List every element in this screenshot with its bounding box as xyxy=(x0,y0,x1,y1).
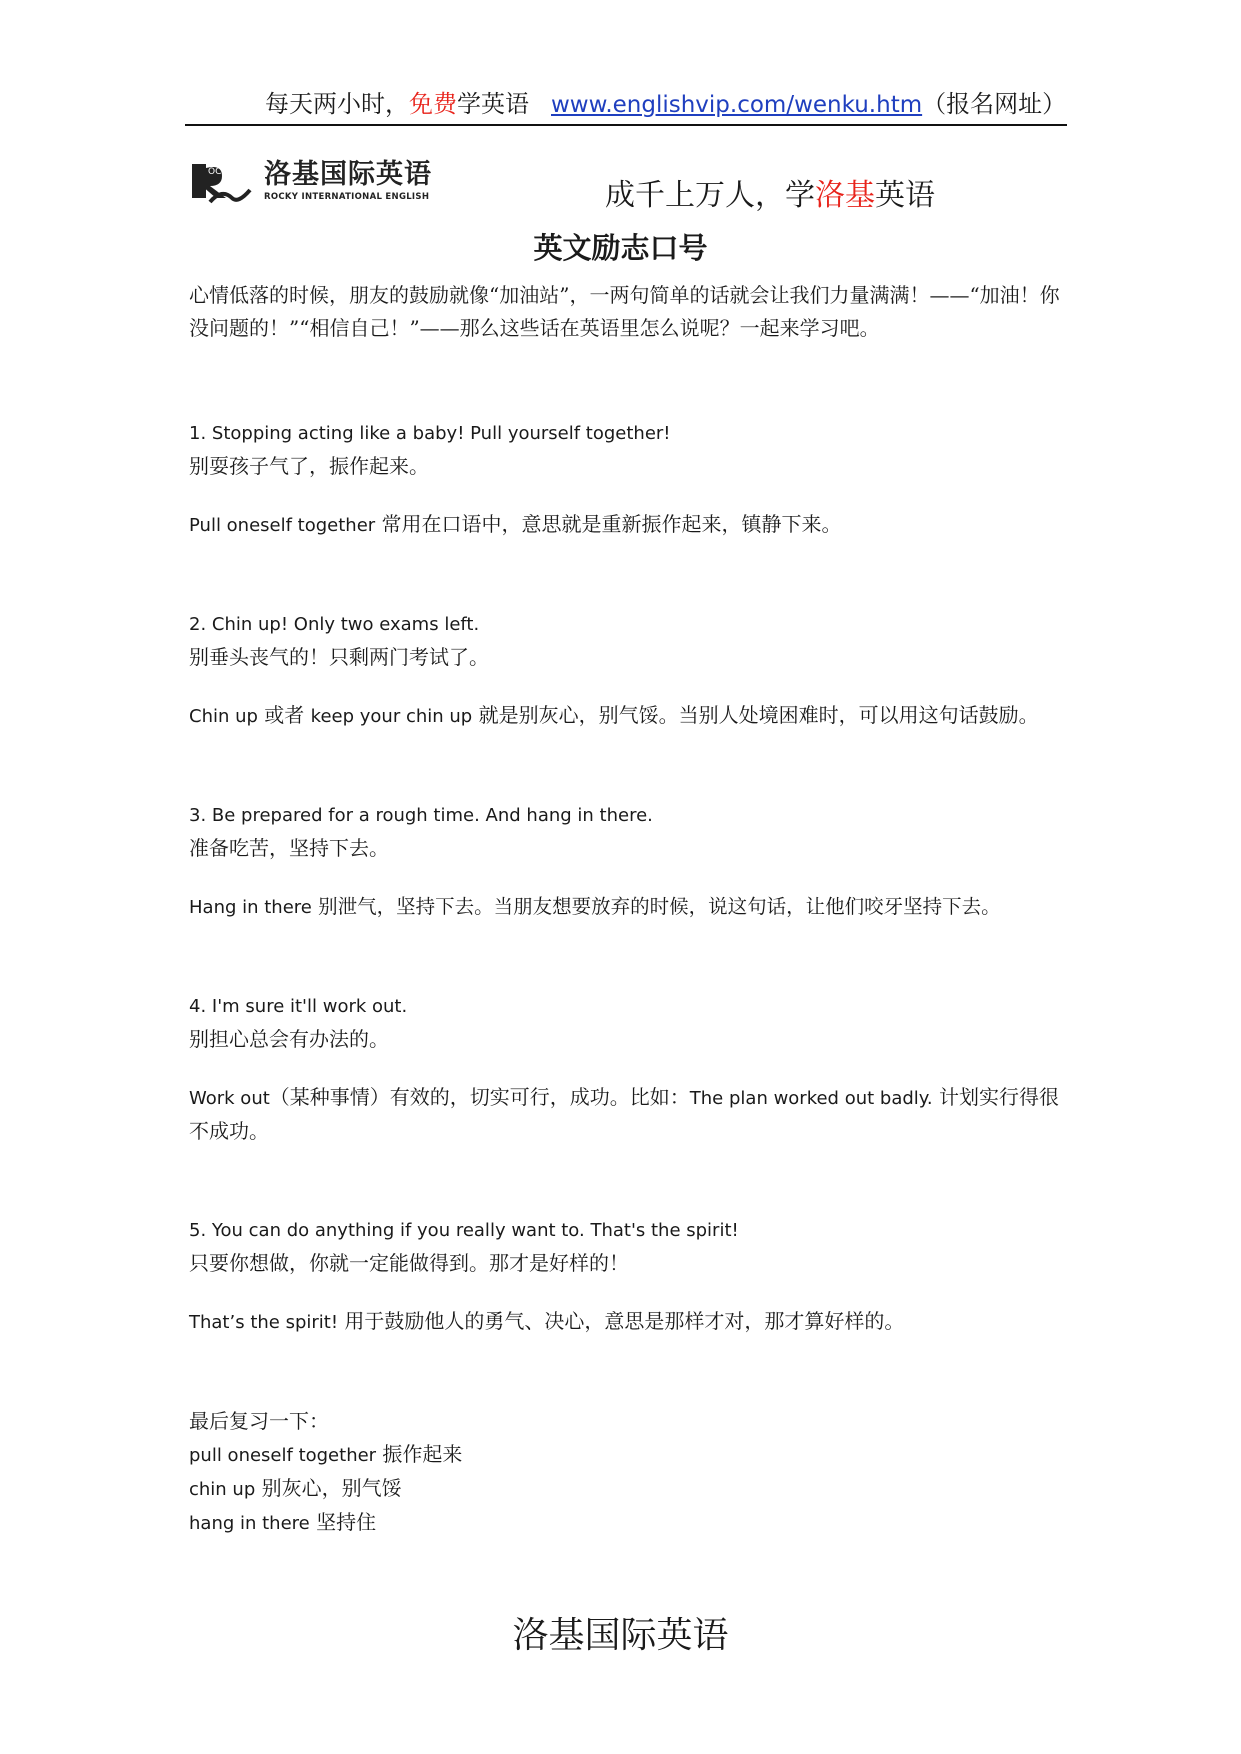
phrase-2-note xyxy=(189,699,1069,733)
logo-name-cn: 洛基国际英语 xyxy=(264,159,432,190)
phrase-4-note-cn: 计划实行得很不成功。 xyxy=(189,1085,1059,1143)
slogan-part2: 英语 xyxy=(875,178,935,213)
review-line-2-cn: 别灰心，别气馁 xyxy=(255,1476,402,1500)
page-title: 英文励志口号 xyxy=(533,231,708,265)
article-body xyxy=(189,279,1069,1540)
review-line-2-en: chin up xyxy=(189,1479,256,1500)
phrase-4-note-en: Work out xyxy=(189,1088,270,1109)
review-line-3 xyxy=(189,1506,1069,1540)
slogan-brand: 洛基 xyxy=(815,178,875,213)
phrase-2-chinese: 别垂头丧气的！只剩两门考试了。 xyxy=(189,645,489,669)
review-line-1 xyxy=(189,1438,1069,1472)
phrase-2-note-en: Chin up xyxy=(189,706,258,727)
phrase-3-note xyxy=(189,890,1069,924)
phrase-3-note-en: Hang in there xyxy=(189,897,312,918)
phrase-4-english: 4. I'm sure it'll work out. xyxy=(189,996,408,1017)
slogan xyxy=(605,176,935,216)
phrase-1-note xyxy=(189,508,1069,542)
review-line-2 xyxy=(189,1472,1069,1506)
phrase-3-english: 3. Be prepared for a rough time. And hang in there. xyxy=(189,805,653,826)
phrase-2-note-cn: 就是别灰心，别气馁。当别人处境困难时，可以用这句话鼓励。 xyxy=(472,703,1039,727)
phrase-4-note-en2: The plan worked out badly. xyxy=(689,1088,933,1109)
phrase-5-chinese: 只要你想做，你就一定能做得到。那才是好样的！ xyxy=(189,1251,629,1275)
logo-name-en: ROCKY INTERNATIONAL ENGLISH xyxy=(264,192,430,202)
header-url-link[interactable]: www.englishvip.com/wenku.htm xyxy=(551,92,923,118)
header-divider xyxy=(185,124,1067,126)
header-suffix: 学英语 xyxy=(457,90,529,118)
review-line-1-en: pull oneself together xyxy=(189,1445,377,1466)
header-text xyxy=(265,88,1066,121)
logo-mark-text: OCKY xyxy=(208,167,233,177)
phrase-3-note-cn: 别泄气，坚持下去。当朋友想要放弃的时候，说这句话，让他们咬牙坚持下去。 xyxy=(311,895,1001,918)
review-heading: 最后复习一下： xyxy=(189,1409,329,1433)
phrase-4-note xyxy=(189,1081,1069,1148)
phrase-5-note-en: That’s the spirit! xyxy=(189,1312,339,1333)
header-free: 免费 xyxy=(409,90,457,118)
header-url-note: （报名网址） xyxy=(922,90,1067,118)
review-line-1-cn: 振作起来 xyxy=(376,1442,463,1466)
intro-paragraph: 心情低落的时候，朋友的鼓励就像“加油站”，一两句简单的话就会让我们力量满满！——“加油！你没问题的！”“相信自己！”——那么这些话在英语里怎么说呢？一起来学习吧。 xyxy=(189,283,1060,340)
header-prefix: 每天两小时， xyxy=(265,90,409,118)
phrase-1-chinese: 别耍孩子气了，振作起来。 xyxy=(189,454,429,478)
page-header xyxy=(185,88,1067,124)
phrase-1-note-en: Pull oneself together xyxy=(189,515,376,536)
phrase-2-note-mid: 或者 xyxy=(257,703,311,727)
slogan-part1: 成千上万人，学 xyxy=(605,178,815,213)
phrase-1-note-cn: 常用在口语中，意思就是重新振作起来，镇静下来。 xyxy=(375,512,842,536)
rocky-logo-mark-icon xyxy=(192,160,254,206)
phrase-4-note-mid: （某种事情）有效的，切实可行，成功。比如： xyxy=(269,1085,690,1109)
review-line-3-en: hang in there xyxy=(189,1513,310,1534)
phrase-5-note-cn: 用于鼓励他人的勇气、决心，意思是那样才对，那才算好样的。 xyxy=(338,1309,905,1333)
phrase-4-chinese: 别担心总会有办法的。 xyxy=(189,1027,389,1051)
phrase-5-note xyxy=(189,1305,1069,1339)
phrase-5-english: 5. You can do anything if you really want to. That's the spirit! xyxy=(189,1220,739,1241)
rocky-logo xyxy=(192,159,432,206)
page-footer: 洛基国际英语 xyxy=(512,1615,729,1656)
phrase-1-english: 1. Stopping acting like a baby! Pull yourself together! xyxy=(189,423,671,444)
phrase-2-note-en2: keep your chin up xyxy=(310,706,473,727)
review-line-3-cn: 坚持住 xyxy=(309,1510,377,1534)
phrase-2-english: 2. Chin up! Only two exams left. xyxy=(189,614,480,635)
phrase-3-chinese: 准备吃苦，坚持下去。 xyxy=(189,836,389,860)
